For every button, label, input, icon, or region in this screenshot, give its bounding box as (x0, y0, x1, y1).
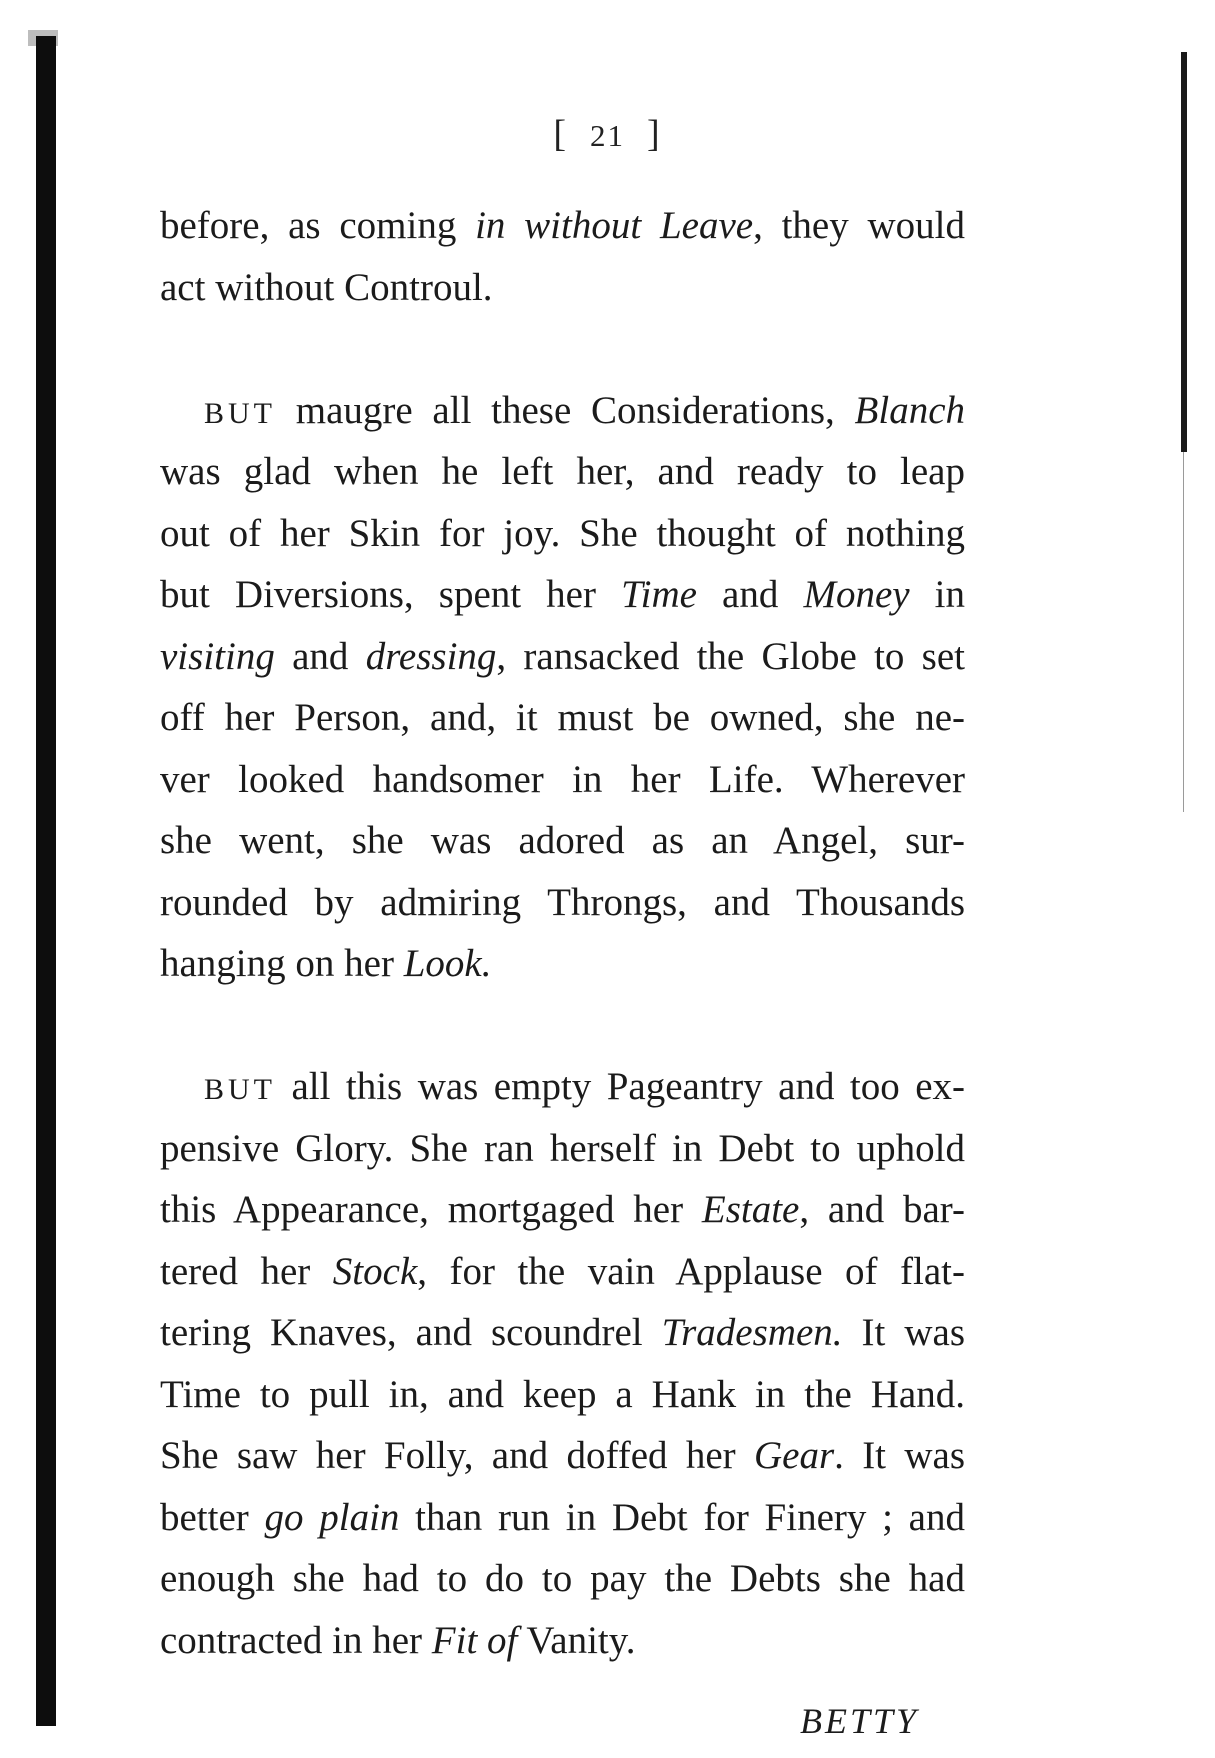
page-number: [ 21 ] (553, 113, 662, 155)
small-caps-word: BUT (204, 396, 276, 430)
italic-word: dressing (365, 634, 497, 678)
text-line: rounded by admiring Throngs, and Thousands (160, 880, 965, 924)
text-line: was glad when he left her, and ready to leap (160, 450, 965, 493)
text-line: out of her Skin for joy. She thought of nothing (160, 511, 965, 555)
italic-word: Blanch (854, 388, 965, 432)
text-line: off her Person, and, it must be owned, she ne- (160, 696, 965, 739)
paragraph (160, 1056, 965, 1671)
scan-edge-right-faint (1183, 452, 1184, 812)
italic-word: visiting (160, 634, 275, 678)
italic-word: Leave (659, 204, 754, 247)
text-line: this Appearance, mortgaged her Estate, and bar- (160, 1188, 965, 1231)
text-line: hanging on her Look. (160, 942, 492, 985)
text-line: she went, she was adored as an Angel, sur- (160, 819, 965, 862)
text-line: but Diversions, spent her Time and Money in (160, 573, 965, 616)
italic-word: Stock (332, 1249, 418, 1293)
text-line: BUT all this was empty Pageantry and too ex- (204, 1065, 965, 1108)
catchword: BETTY (800, 1701, 920, 1741)
body-text (160, 195, 965, 1671)
paragraph (160, 380, 965, 995)
page-number-value: 21 (590, 118, 625, 153)
italic-word: Money (803, 573, 910, 616)
italic-word: Estate (701, 1188, 800, 1231)
text-line: ver looked handsomer in her Life. Wherever (160, 757, 965, 801)
scan-binding-edge-left (36, 36, 56, 1726)
paragraph-gap (160, 318, 965, 380)
text-line: pensive Glory. She ran herself in Debt to uphold (160, 1126, 965, 1170)
paragraph (160, 195, 965, 318)
italic-word: Gear (753, 1434, 835, 1477)
text-line: She saw her Folly, and doffed her Gear. It was (160, 1434, 965, 1477)
text-line: Time to pull in, and keep a Hank in the Hand. (160, 1372, 965, 1416)
text-line: better go plain than run in Debt for Finery ; and (160, 1495, 965, 1539)
italic-word: Look. (403, 942, 492, 985)
text-line: before, as coming in without Leave, they would (160, 204, 965, 247)
small-caps-word: BUT (204, 1073, 276, 1106)
text-line: enough she had to do to pay the Debts she had (160, 1557, 965, 1600)
text-line: visiting and dressing, ransacked the Globe to set (160, 634, 965, 678)
text-line: contracted in her Fit of Vanity. (160, 1618, 636, 1662)
italic-word: Time (621, 573, 697, 616)
italic-word: go plain (264, 1495, 400, 1539)
paragraph-gap (160, 995, 965, 1057)
text-line: act without Controul. (160, 265, 493, 309)
text-line: BUT maugre all these Considerations, Blanch (204, 388, 965, 432)
italic-word: Fit of (431, 1618, 518, 1662)
italic-word: Tradesmen. (661, 1311, 843, 1354)
text-line: tered her Stock, for the vain Applause of flat- (160, 1249, 965, 1293)
text-line: tering Knaves, and scoundrel Tradesmen. It was (160, 1311, 965, 1354)
italic-word: in without (475, 204, 642, 247)
